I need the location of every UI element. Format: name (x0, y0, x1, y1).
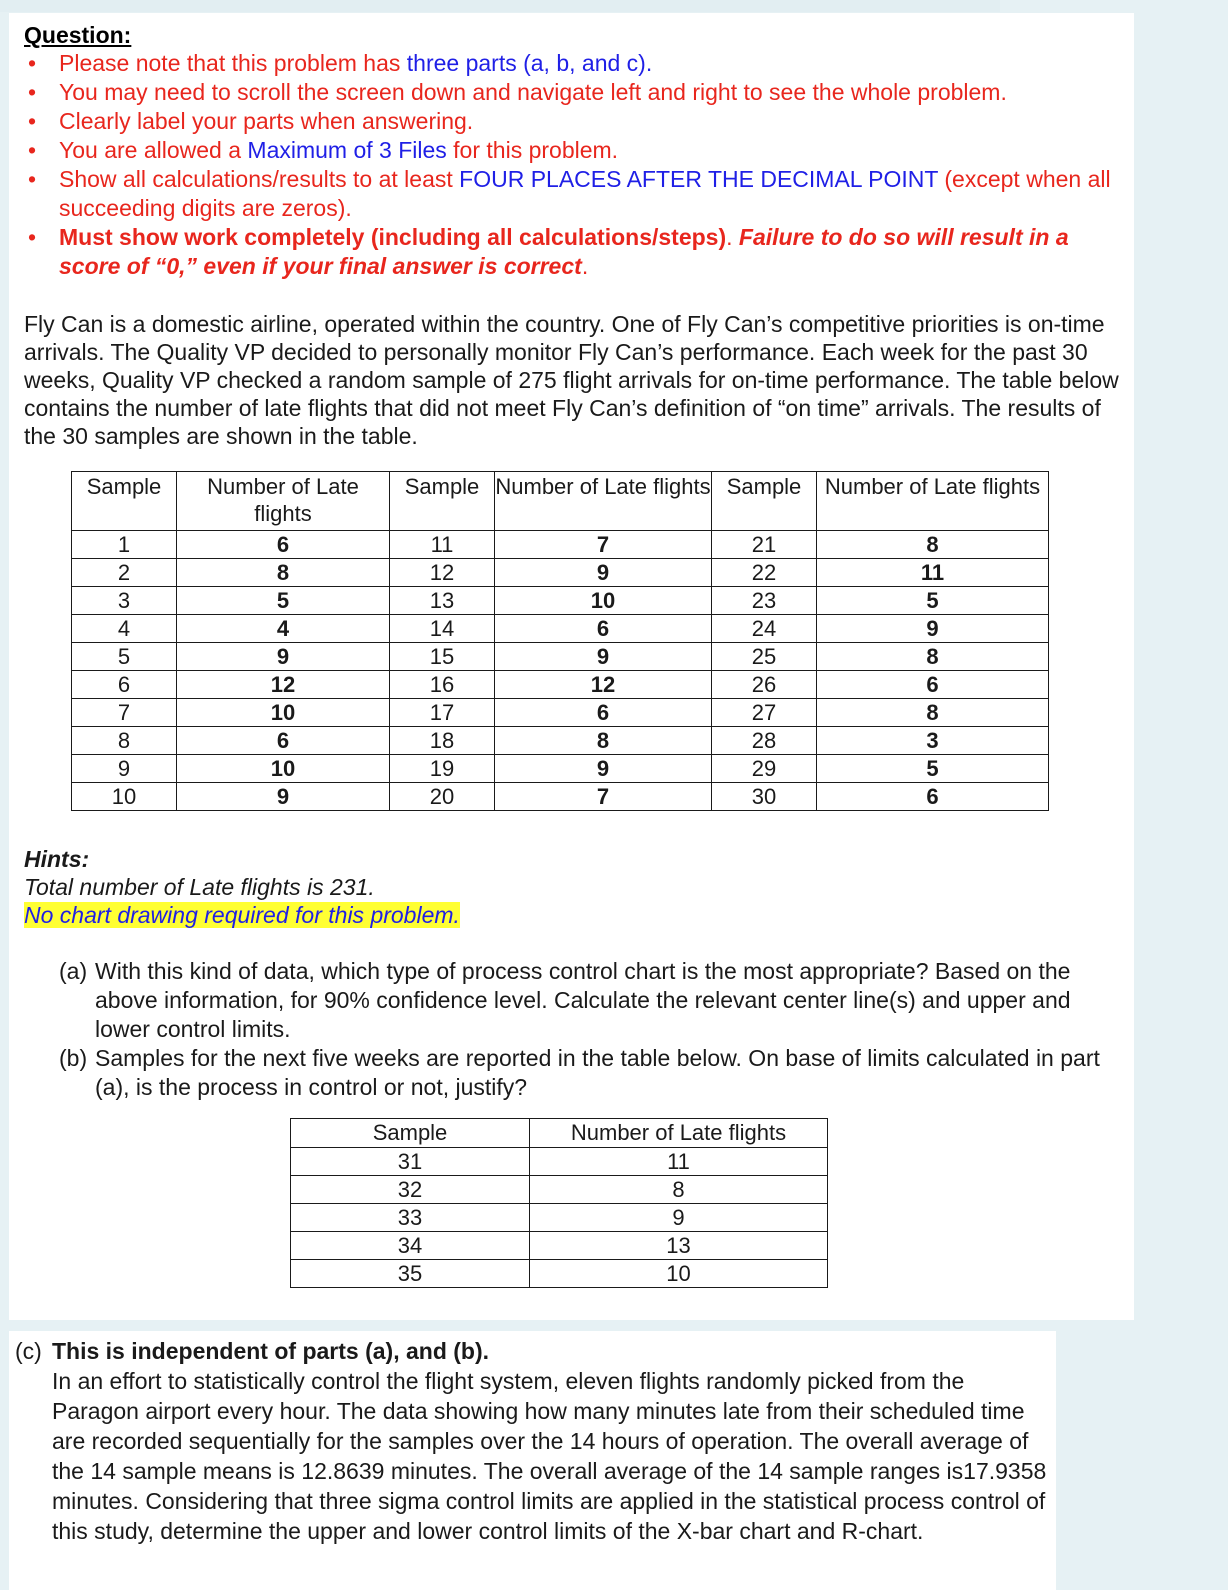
sample-cell: 30 (712, 783, 817, 811)
table-row (72, 727, 1049, 755)
sample-cell: 12 (390, 559, 495, 587)
late-flights-cell: 11 (530, 1148, 828, 1176)
sample-cell: 10 (72, 783, 177, 811)
question-panel (9, 13, 1134, 1320)
late-flights-cell: 6 (495, 699, 712, 727)
part-b-text: Samples for the next five weeks are reported in the table below. On base of limits calculated in part (a), is the process in control or not, justify? (95, 1045, 1100, 1100)
hints-line: Total number of Late flights is 231. (24, 874, 375, 900)
part-c (15, 1336, 1050, 1546)
sample-cell: 6 (72, 671, 177, 699)
sample-cell: 1 (72, 531, 177, 559)
sample-cell: 17 (390, 699, 495, 727)
sample-cell: 31 (291, 1148, 530, 1176)
part-a-text: With this kind of data, which type of process control chart is the most appropriate? Based on the above information, for 90% confidence level. Calculate the relevant center line(s) and upper and lower control limits. (95, 958, 1071, 1042)
table-row (291, 1232, 828, 1260)
sample-cell: 5 (72, 643, 177, 671)
question-parts (59, 957, 1129, 1102)
sample-cell: 21 (712, 531, 817, 559)
table-row (72, 643, 1049, 671)
late-flights-cell: 4 (177, 615, 390, 643)
sample-cell: 25 (712, 643, 817, 671)
sample-cell: 32 (291, 1176, 530, 1204)
top-strip (0, 0, 1000, 12)
part-c-panel (9, 1331, 1056, 1590)
table-row (72, 699, 1049, 727)
instruction-item: • Clearly label your parts when answering. (28, 108, 474, 134)
bullet-icon: • (28, 137, 37, 163)
part-c-text: In an effort to statistically control the flight system, eleven flights randomly picked from the Paragon airport every hour. The data showing how many minutes late from their scheduled time are recorded sequentially for the samples over the 14 hours of operation. The overall average of the 14 sample means is 12.8639 minutes. The overall average of the 14 sample ranges is17.9358 minutes. Considering that three sigma control limits are applied in the statistical process control of this study, determine the upper and lower control limits of the X-bar chart and R-chart. (52, 1368, 1047, 1544)
sample-cell: 34 (291, 1232, 530, 1260)
sample-cell: 19 (390, 755, 495, 783)
sample-cell: 33 (291, 1204, 530, 1232)
late-flights-cell: 13 (530, 1232, 828, 1260)
late-flights-cell: 6 (177, 727, 390, 755)
late-flights-cell: 9 (495, 643, 712, 671)
late-flights-cell: 10 (177, 755, 390, 783)
late-flights-cell: 8 (495, 727, 712, 755)
sample-cell: 8 (72, 727, 177, 755)
late-flights-cell: 9 (530, 1204, 828, 1232)
late-flights-cell: 8 (530, 1176, 828, 1204)
part-a (59, 957, 1129, 1044)
late-flights-cell: 9 (177, 643, 390, 671)
part-c-label: (c) (15, 1338, 42, 1364)
instruction-item: • You are allowed a Maximum of 3 Files for this problem. (28, 137, 619, 163)
sample-cell: 23 (712, 587, 817, 615)
sample-cell: 7 (72, 699, 177, 727)
sample-cell: 2 (72, 559, 177, 587)
late-flights-cell: 6 (495, 615, 712, 643)
sample-cell: 26 (712, 671, 817, 699)
sample-cell: 4 (72, 615, 177, 643)
table-row (291, 1260, 828, 1288)
column-header: Sample (291, 1119, 530, 1148)
late-flights-cell: 9 (177, 783, 390, 811)
late-flights-cell: 10 (177, 699, 390, 727)
sample-cell: 27 (712, 699, 817, 727)
table-header-row (291, 1119, 828, 1148)
column-header: Sample (390, 472, 495, 531)
sample-cell: 20 (390, 783, 495, 811)
late-flights-cell: 12 (177, 671, 390, 699)
bullet-icon: • (28, 79, 37, 105)
late-flights-cell: 8 (177, 559, 390, 587)
column-header: Sample (712, 472, 817, 531)
part-b (59, 1044, 1129, 1102)
instruction-item: • Must show work completely (including all calculations/steps). Failure to do so will result in a score of “0,” even if your final answer is correct. (28, 224, 1069, 279)
sample-cell: 29 (712, 755, 817, 783)
late-flights-cell: 10 (495, 587, 712, 615)
sample-cell: 13 (390, 587, 495, 615)
next-weeks-table (290, 1118, 828, 1288)
sample-cell: 18 (390, 727, 495, 755)
sample-cell: 15 (390, 643, 495, 671)
sample-cell: 9 (72, 755, 177, 783)
table-row (72, 587, 1049, 615)
late-flights-cell: 6 (817, 783, 1049, 811)
late-flights-cell: 7 (495, 531, 712, 559)
late-flights-table (71, 471, 1049, 811)
sample-cell: 28 (712, 727, 817, 755)
table-row (72, 783, 1049, 811)
intro-paragraph: Fly Can is a domestic airline, operated within the country. One of Fly Can’s competitive priorities is on-time arrivals. The Quality VP decided to personally monitor Fly Can’s performance. Each week for the past 30 weeks, Quality VP checked a random sample of 275 flight arrivals for on-time performance. The table below contains the number of late flights that did not meet Fly Can’s definition of “on time” arrivals. The results of the 30 samples are shown in the table. (24, 311, 1119, 449)
part-b-label: (b) (59, 1045, 88, 1071)
column-header: Number of Late flights (530, 1119, 828, 1148)
hints-title: Hints: (24, 846, 90, 872)
sample-cell: 16 (390, 671, 495, 699)
late-flights-cell: 7 (495, 783, 712, 811)
highlighted-hint: No chart drawing required for this problem. (24, 902, 460, 928)
column-header: Number of Late flights (817, 472, 1049, 531)
late-flights-cell: 5 (817, 587, 1049, 615)
column-header: Number of Late flights (177, 472, 390, 531)
late-flights-cell: 10 (530, 1260, 828, 1288)
hints-block (24, 845, 460, 929)
table-row (72, 671, 1049, 699)
sample-cell: 35 (291, 1260, 530, 1288)
column-header: Number of Late flights (495, 472, 712, 531)
part-c-title: This is independent of parts (a), and (b). (52, 1338, 490, 1364)
bullet-icon: • (28, 166, 37, 192)
bullet-icon: • (28, 224, 37, 250)
part-a-label: (a) (59, 958, 88, 984)
table-row (291, 1204, 828, 1232)
instruction-item: • Show all calculations/results to at least FOUR PLACES AFTER THE DECIMAL POINT (except when all succeeding digits are zeros). (28, 166, 1111, 221)
table-row (72, 755, 1049, 783)
table-row (72, 531, 1049, 559)
late-flights-cell: 8 (817, 531, 1049, 559)
late-flights-cell: 6 (817, 671, 1049, 699)
late-flights-cell: 5 (177, 587, 390, 615)
table-row (72, 559, 1049, 587)
bullet-icon: • (28, 50, 37, 76)
late-flights-cell: 3 (817, 727, 1049, 755)
late-flights-cell: 9 (495, 755, 712, 783)
late-flights-cell: 9 (495, 559, 712, 587)
late-flights-cell: 12 (495, 671, 712, 699)
late-flights-cell: 8 (817, 643, 1049, 671)
bullet-icon: • (28, 108, 37, 134)
late-flights-cell: 5 (817, 755, 1049, 783)
table-row (72, 615, 1049, 643)
sample-cell: 24 (712, 615, 817, 643)
sample-cell: 3 (72, 587, 177, 615)
column-header: Sample (72, 472, 177, 531)
sample-cell: 22 (712, 559, 817, 587)
late-flights-cell: 9 (817, 615, 1049, 643)
table-row (291, 1176, 828, 1204)
instruction-list (24, 49, 1114, 281)
late-flights-cell: 6 (177, 531, 390, 559)
instruction-item: • Please note that this problem has three parts (a, b, and c). (28, 50, 653, 76)
sample-cell: 14 (390, 615, 495, 643)
question-heading: Question: (24, 22, 132, 48)
sample-cell: 11 (390, 531, 495, 559)
late-flights-cell: 8 (817, 699, 1049, 727)
table-header-row (72, 472, 1049, 531)
table-row (291, 1148, 828, 1176)
late-flights-cell: 11 (817, 559, 1049, 587)
instruction-item: • You may need to scroll the screen down and navigate left and right to see the whole problem. (28, 79, 1007, 105)
